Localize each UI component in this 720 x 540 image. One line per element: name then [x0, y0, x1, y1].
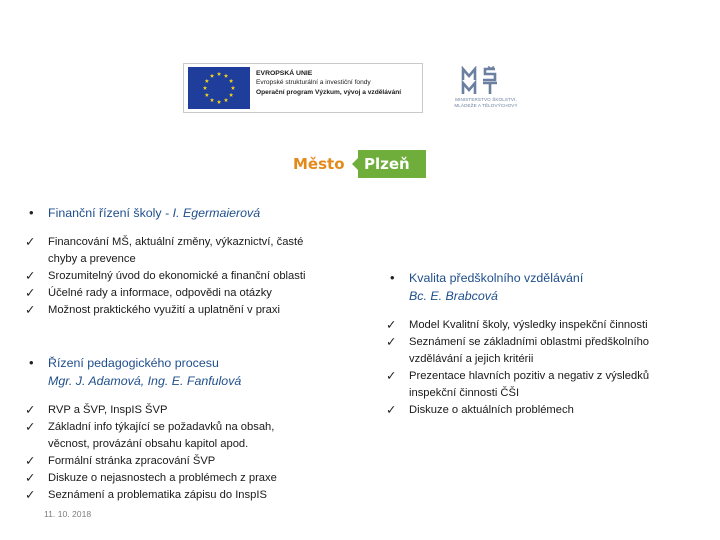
checkmark-icon: ✓	[25, 235, 36, 249]
checkmark-icon: ✓	[386, 403, 397, 417]
list-item-text: Formální stránka zpracování ŠVP	[48, 455, 216, 467]
list-item	[25, 402, 355, 419]
bullet-icon: •	[29, 205, 34, 220]
list-item	[25, 268, 355, 285]
msmt-emblem-icon	[459, 66, 513, 96]
eu-star-icon	[224, 98, 228, 102]
checkmark-icon: ✓	[25, 286, 36, 300]
list-item-text: Srozumitelný úvod do ekonomické a finanční oblasti	[48, 270, 306, 282]
section-title: Řízení pedagogického procesu	[48, 356, 219, 370]
section-rizeni-pedagogickeho-procesu	[25, 354, 355, 390]
eu-star-icon	[217, 72, 221, 76]
eu-star-icon	[205, 93, 209, 97]
msmt-label-line2: MLÁDEŽE A TĚLOVÝCHOVY	[454, 102, 518, 108]
list-item-text: Základní info týkající se požadavků na obsah,	[48, 421, 275, 433]
section-heading	[386, 269, 716, 305]
msmt-logo	[451, 66, 521, 114]
footer-date: 11. 10. 2018	[44, 509, 92, 519]
list-item-text-continued: chyby a prevence	[48, 253, 136, 265]
bullet-icon: •	[390, 270, 395, 285]
eu-star-icon	[210, 74, 214, 78]
section-presenter: Bc. E. Brabcová	[409, 289, 498, 303]
section2-list	[25, 402, 355, 504]
checkmark-icon: ✓	[25, 420, 36, 434]
list-item-text-continued: vzdělávání a jejich kritérii	[409, 353, 534, 365]
section1-list	[25, 234, 355, 319]
eu-star-icon	[203, 86, 207, 90]
checkmark-icon: ✓	[25, 471, 36, 485]
list-item	[25, 285, 355, 302]
section-financni-rizeni	[25, 204, 355, 222]
list-item-text: Účelné rady a informace, odpovědi na otázky	[48, 287, 272, 299]
list-item-text: Diskuze o aktuálních problémech	[409, 404, 574, 416]
list-item-text-continued: věcnost, provázání obsahu kapitol apod.	[48, 438, 249, 450]
list-item	[25, 302, 355, 319]
checkmark-icon: ✓	[386, 335, 397, 349]
section-heading	[25, 204, 355, 222]
eu-logo-text	[256, 69, 401, 97]
eu-star-icon	[229, 79, 233, 83]
list-item	[386, 317, 716, 334]
msmt-logo-label	[451, 97, 521, 108]
list-item-text: RVP a ŠVP, InspIS ŠVP	[48, 404, 168, 416]
bullet-icon: •	[29, 355, 34, 370]
list-item	[25, 453, 355, 470]
checkmark-icon: ✓	[25, 303, 36, 317]
mesto-plzen-logo-left: Město	[293, 155, 345, 173]
eu-star-icon	[217, 100, 221, 104]
section-presenter: I. Egermaierová	[172, 206, 261, 220]
list-item-text: Model Kvalitní školy, výsledky inspekční činnosti	[409, 319, 648, 331]
msmt-label-line1: MINISTERSTVO ŠKOLSTVÍ,	[455, 97, 517, 102]
checkmark-icon: ✓	[25, 269, 36, 283]
checkmark-icon: ✓	[25, 488, 36, 502]
list-item-text: Financování MŠ, aktuální změny, výkaznictví, časté	[48, 236, 304, 248]
list-item-text: Možnost praktického využití a uplatnění v praxi	[48, 304, 280, 316]
eu-star-icon	[224, 74, 228, 78]
eu-star-icon	[205, 79, 209, 83]
list-item-text-continued: inspekční činnosti ČŠI	[409, 387, 520, 399]
checkmark-icon: ✓	[386, 369, 397, 383]
eu-logo-line1: EVROPSKÁ UNIE	[256, 70, 313, 77]
list-item	[386, 402, 716, 419]
section-presenter: Mgr. J. Adamová, Ing. E. Fanfulová	[48, 374, 242, 388]
list-item-text: Diskuze o nejasnostech a problémech z praxe	[48, 472, 277, 484]
mesto-plzen-logo-right: Plzeň	[364, 155, 410, 173]
title-separator: -	[161, 206, 173, 220]
checkmark-icon: ✓	[25, 454, 36, 468]
checkmark-icon: ✓	[25, 403, 36, 417]
eu-funding-logo	[183, 63, 423, 113]
section3-list	[386, 317, 716, 419]
list-item-text: Prezentace hlavních pozitiv a negativ z výsledků	[409, 370, 650, 382]
section-title: Finanční řízení školy	[48, 206, 162, 220]
eu-star-icon	[229, 93, 233, 97]
list-item	[386, 334, 716, 368]
section-heading	[25, 354, 355, 390]
eu-star-icon	[231, 86, 235, 90]
list-item-text: Seznámení se základními oblastmi předškolního	[409, 336, 650, 348]
eu-logo-line2: Evropské strukturální a investiční fondy	[256, 79, 371, 87]
list-item	[25, 470, 355, 487]
list-item	[25, 234, 355, 268]
mesto-plzen-logo-box	[358, 150, 426, 178]
eu-flag-icon	[188, 67, 250, 109]
mesto-plzen-notch-icon	[352, 158, 358, 170]
section-title: Kvalita předškolního vzdělávání	[409, 271, 584, 285]
section-kvalita-predskolniho-vzdelavani	[386, 269, 716, 305]
eu-star-icon	[210, 98, 214, 102]
list-item	[25, 419, 355, 453]
list-item	[25, 487, 355, 504]
eu-logo-line3: Operační program Výzkum, vývoj a vzdělávání	[256, 88, 402, 96]
list-item-text: Seznámení a problematika zápisu do InspIS	[48, 489, 267, 501]
checkmark-icon: ✓	[386, 318, 397, 332]
list-item	[386, 368, 716, 402]
